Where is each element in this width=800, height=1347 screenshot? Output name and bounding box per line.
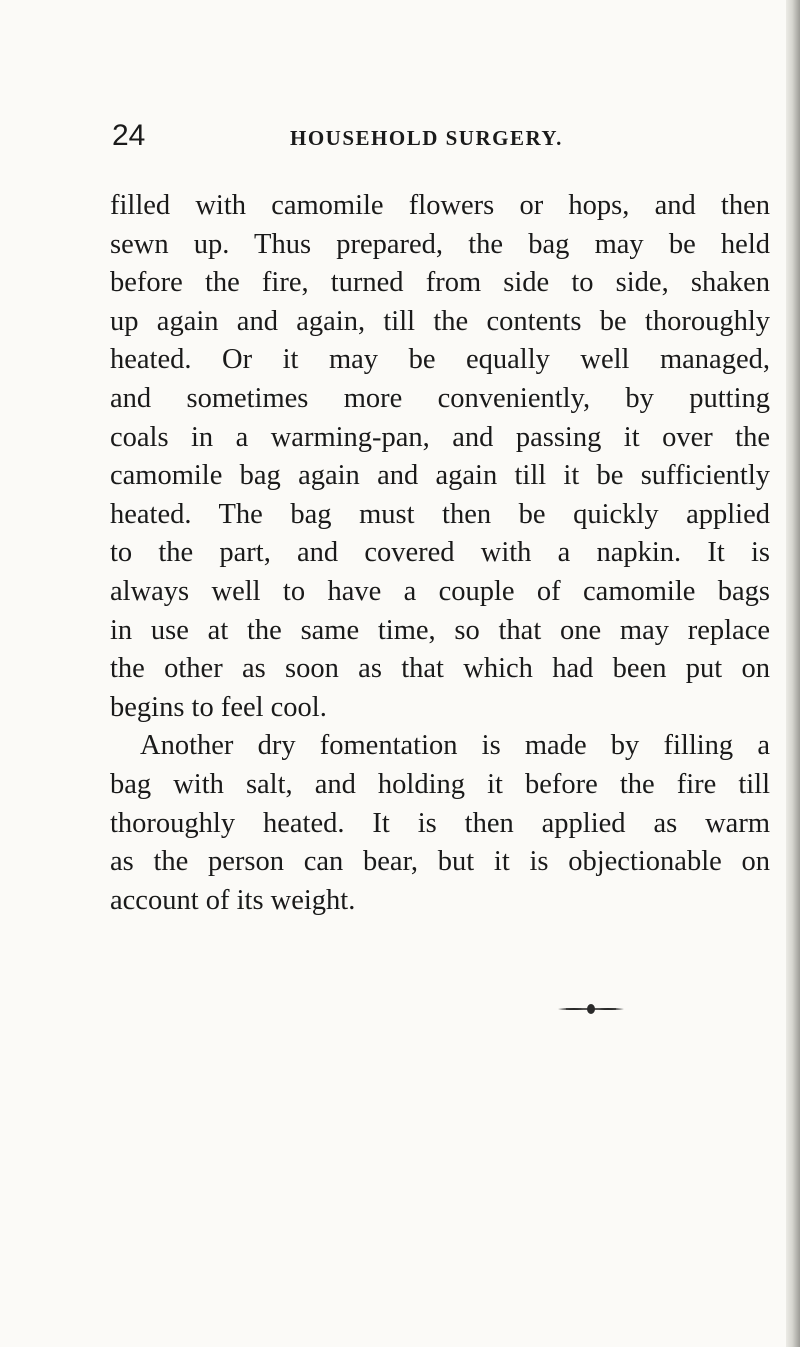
page-edge-shadow [786, 0, 800, 1347]
text-line: sewn up. Thus prepared, the bag may be held [110, 228, 770, 260]
text-line: camomile bag again and again till it be sufficiently [110, 460, 770, 492]
text-line: heated. The bag must then be quickly applied [110, 498, 770, 530]
paragraph-1 [110, 187, 770, 727]
text-line: in use at the same time, so that one may replace [110, 614, 770, 646]
text-line: as the person can bear, but it is objectionable on [110, 846, 770, 878]
text-line: and sometimes more conveniently, by putting [110, 382, 770, 414]
tail-piece-ornament-icon [556, 1002, 626, 1014]
paragraph-2 [110, 727, 770, 920]
text-line: filled with camomile flowers or hops, and then [110, 190, 770, 221]
text-line: the other as soon as that which had been put on [110, 653, 770, 685]
text-line: bag with salt, and holding it before the fire till [110, 768, 770, 800]
running-head [112, 118, 772, 158]
text-line: always well to have a couple of camomile bags [110, 575, 770, 607]
text-line: Another dry fomentation is made by filling a [140, 730, 770, 762]
text-line: begins to feel cool. [110, 691, 327, 723]
text-line: thoroughly heated. It is then applied as warm [110, 807, 770, 839]
body-text [110, 187, 770, 920]
running-title: HOUSEHOLD SURGERY. [290, 126, 563, 150]
text-line: before the fire, turned from side to side, shaken [110, 267, 770, 299]
page-number: 24 [112, 119, 146, 152]
text-line: to the part, and covered with a napkin. It is [110, 537, 770, 569]
text-line: heated. Or it may be equally well managed, [110, 344, 770, 376]
text-line: account of its weight. [110, 884, 356, 916]
text-line: coals in a warming-pan, and passing it over the [110, 421, 770, 453]
text-line: up again and again, till the contents be thoroughly [110, 305, 770, 337]
